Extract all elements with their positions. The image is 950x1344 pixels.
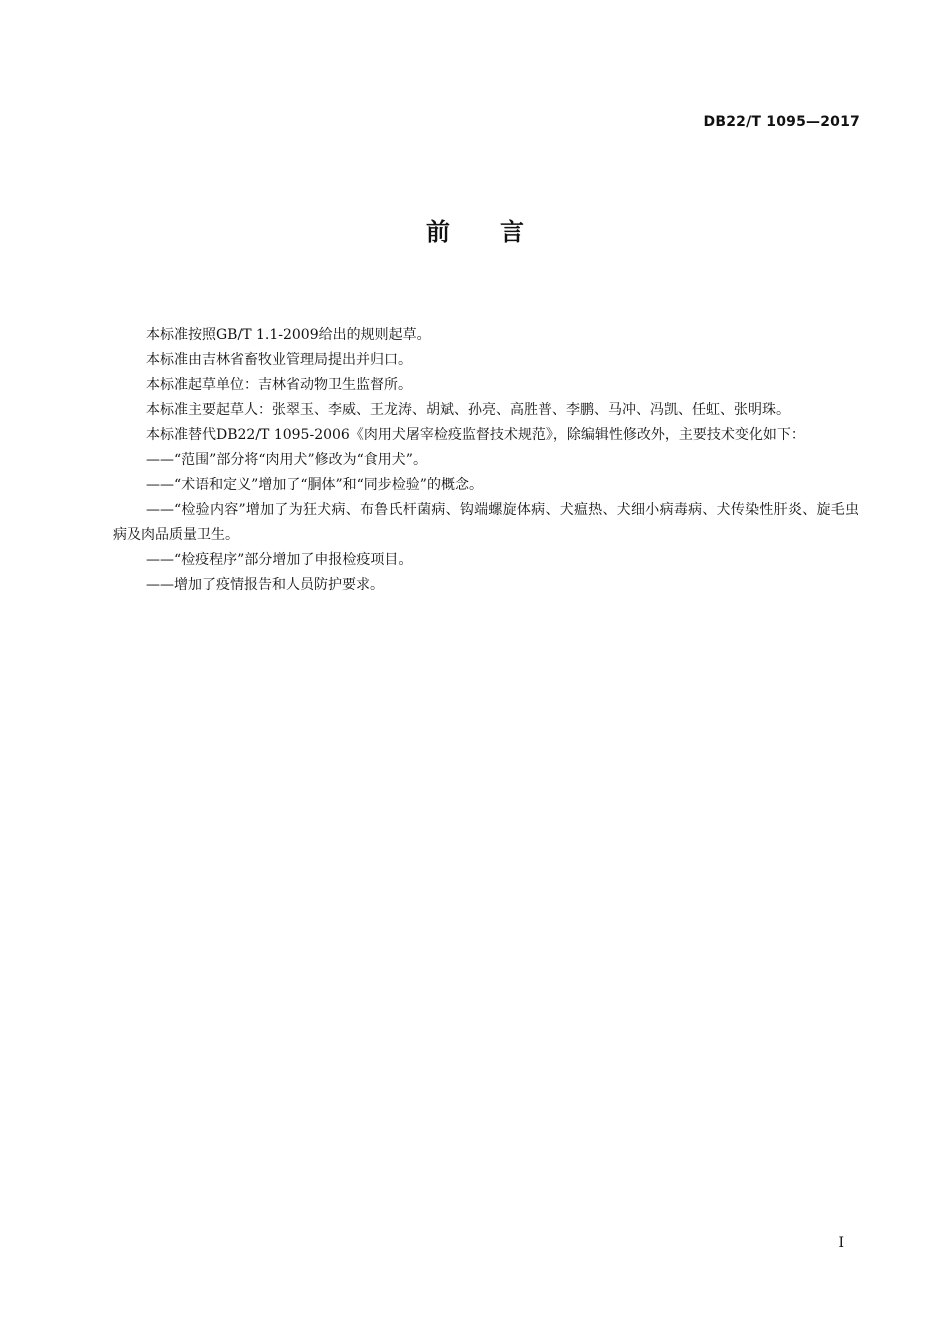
paragraph-replacement: 本标准替代DB22/T 1095-2006《肉用犬屠宰检疫监督技术规范》，除编辑性修改外，主要技术变化如下： <box>146 427 805 443</box>
page-title-char-1: 前 <box>426 218 450 246</box>
foreword-body <box>113 323 859 598</box>
page-title-char-2: 言 <box>500 218 524 246</box>
page-title <box>0 212 950 247</box>
change-item-scope: ——“范围”部分将“肉用犬”修改为“食用犬”。 <box>146 452 427 468</box>
change-item-reporting: ——增加了疫情报告和人员防护要求。 <box>146 577 384 593</box>
paragraph-drafting-unit: 本标准起草单位：吉林省动物卫生监督所。 <box>146 377 412 393</box>
change-item-procedure: ——“检疫程序”部分增加了申报检疫项目。 <box>146 552 413 568</box>
paragraph-drafters: 本标准主要起草人：张翠玉、李威、王龙涛、胡斌、孙亮、高胜普、李鹏、马冲、冯凯、任虹、张明珠。 <box>146 402 790 418</box>
change-item-inspection: ——“检验内容”增加了为狂犬病、布鲁氏杆菌病、钩端螺旋体病、犬瘟热、犬细小病毒病、犬传染性肝炎、旋毛虫病及肉品质量卫生。 <box>113 502 859 543</box>
paragraph-proposer: 本标准由吉林省畜牧业管理局提出并归口。 <box>146 352 412 368</box>
change-item-terms: ——“术语和定义”增加了“胴体”和“同步检验”的概念。 <box>146 477 483 493</box>
page-number: I <box>838 1235 844 1251</box>
paragraph-drafting-rules: 本标准按照GB/T 1.1-2009给出的规则起草。 <box>146 327 431 343</box>
standard-code: DB22/T 1095—2017 <box>703 114 860 130</box>
